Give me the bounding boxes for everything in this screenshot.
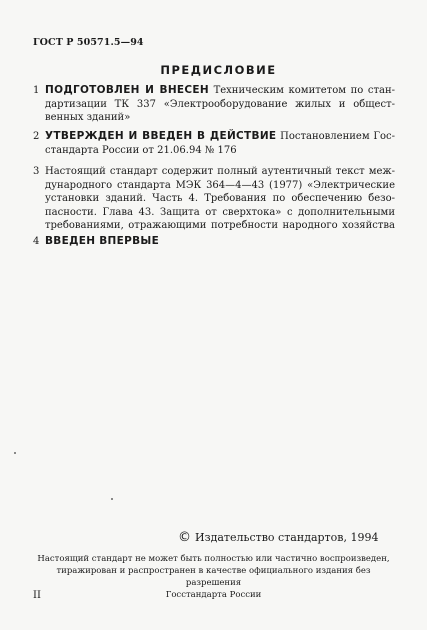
notice-line: Госстандарта России (165, 590, 262, 600)
scan-speck (14, 452, 16, 454)
notice-line: Настоящий стандарт не может быть полностью или частично воспроизведен, (37, 554, 390, 564)
page-number: II (33, 590, 41, 601)
foreword-item-2 (33, 130, 395, 157)
copyright-line (178, 530, 378, 545)
item-lead: ВВЕДЕН ВПЕРВЫЕ (45, 235, 160, 247)
item-number: 3 (33, 166, 40, 177)
item-body (45, 165, 395, 233)
item-line: дартизации ТК 337 «Электрооборудование жилых и общест- (45, 98, 395, 110)
item-body (45, 84, 395, 125)
item-number: 2 (33, 131, 40, 142)
item-line: требованиями, отражающими потребности народного хозяйства (45, 220, 395, 232)
document-code: ГОСТ Р 50571.5—94 (33, 37, 144, 48)
foreword-item-4 (33, 235, 395, 249)
foreword-item-3 (33, 165, 395, 233)
copyright-text: Издательство стандартов, 1994 (195, 531, 379, 544)
item-line: стандарта России от 21.06.94 № 176 (45, 144, 237, 156)
copyright-icon: © (178, 530, 191, 545)
item-lead: ПОДГОТОВЛЕН И ВНЕСЕН (45, 84, 209, 96)
item-line (45, 130, 395, 144)
item-lead: УТВЕРЖДЕН И ВВЕДЕН В ДЕЙСТВИЕ (45, 130, 277, 142)
item-body (45, 235, 395, 249)
notice-line: тиражирован и распространен в качестве официального издания без разрешения (56, 566, 371, 588)
scan-speck (111, 498, 113, 500)
foreword-item-1 (33, 84, 395, 125)
section-heading: ПРЕДИСЛОВИЕ (160, 63, 277, 77)
item-number: 1 (33, 85, 40, 96)
item-text: Постановлением Гос- (280, 131, 395, 142)
item-text: Техническим комитетом по стан- (213, 85, 395, 96)
item-line (45, 84, 395, 98)
item-line: венных зданий» (45, 112, 131, 124)
reproduction-notice (30, 553, 397, 601)
item-line: пасности. Глава 43. Защита от сверхтока» с дополнительными (45, 206, 395, 218)
item-number: 4 (33, 236, 40, 247)
item-line: дународного стандарта МЭК 364—4—43 (1977) «Электрические (45, 179, 395, 191)
item-body (45, 130, 395, 157)
item-line: Настоящий стандарт содержит полный аутентичный текст меж- (45, 166, 395, 177)
item-line: установки зданий. Часть 4. Требования по обеспечению безо- (45, 193, 395, 205)
